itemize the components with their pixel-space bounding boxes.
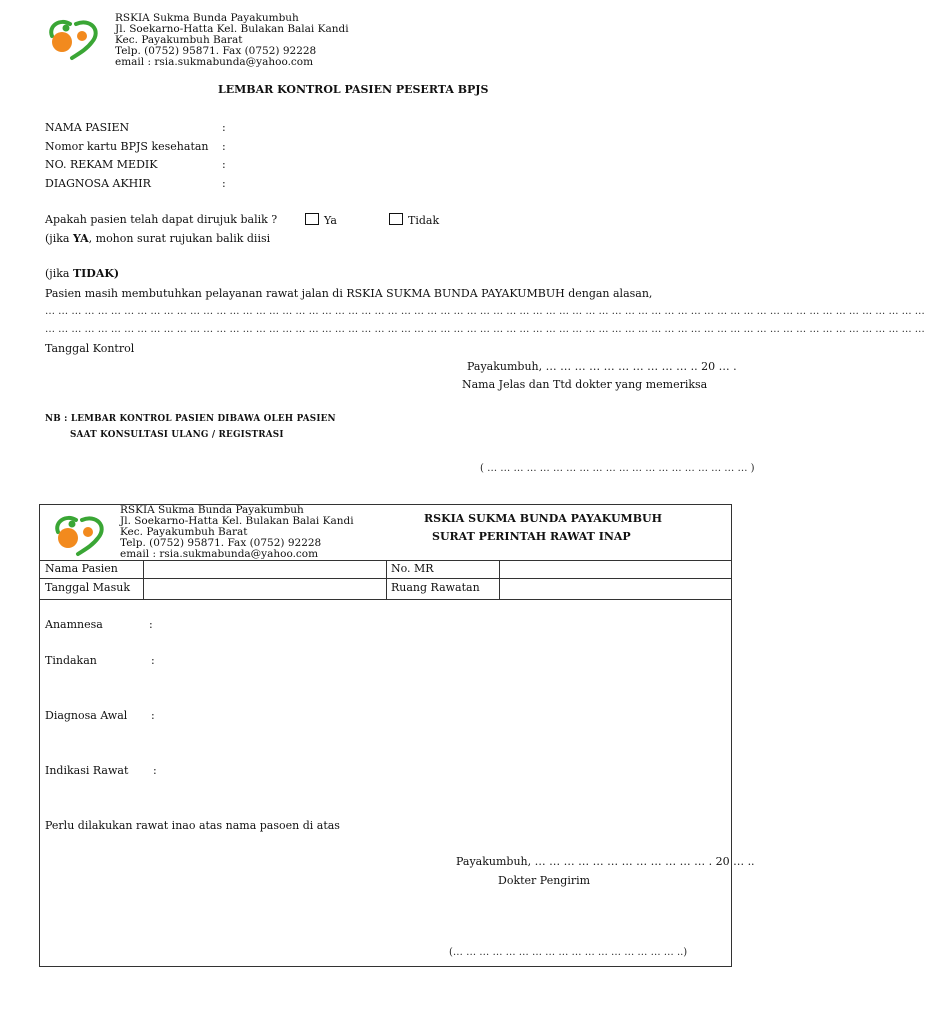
checkbox-no[interactable] [389,213,403,225]
note-yes [45,232,270,245]
dotted-line: … … … … … … … … … … … … … … … … … … … … … … … … … … … … … … … … … … … … … … … … … … … … … … … … … … … … … … … … … … … … … … … … … … … [45,324,925,335]
field-label-indikasi-rawat: Indikasi Rawat [45,764,129,777]
hospital-logo [52,512,108,558]
cell-ruang-rawatan: Ruang Rawatan [391,581,480,594]
option-yes-label: Ya [324,214,337,227]
hospital-logo [46,16,102,62]
option-yes[interactable] [305,213,337,227]
field-sep: : [151,654,155,667]
header-line: Telp. (0752) 95871. Fax (0752) 92228 [120,537,322,549]
option-no-label: Tidak [408,214,440,227]
header-line: Jl. Soekarno-Hatta Kel. Bulakan Balai Kandi [115,23,349,35]
question-text: Apakah pasien telah dapat dirujuk balik ? [45,213,278,226]
cell-nama-pasien: Nama Pasien [45,562,118,575]
form2-title-hospital: RSKIA SUKMA BUNDA PAYAKUMBUH [424,512,663,525]
field-label-anamnesa: Anamnesa [45,618,103,631]
dotted-line: … … … … … … … … … … … … … … … … … … … … … … … … … … … … … … … … … … … … … … … … … … … … … … … … … … … … … … … … … … … … … … … … … … … [45,306,925,317]
table-rule [143,560,144,599]
header-line: Kec. Payakumbuh Barat [115,34,243,46]
field-label-diagnosa-akhir: DIAGNOSA AKHIR [45,177,151,190]
table-rule [499,560,500,599]
header-line: Jl. Soekarno-Hatta Kel. Bulakan Balai Kandi [120,515,354,527]
checkbox-yes[interactable] [305,213,319,225]
signature-dots: ( … … … … … … … … … … … … … … … … … … … … ) [480,463,755,474]
form2-title-document: SURAT PERINTAH RAWAT INAP [432,530,631,543]
sign-note: Nama Jelas dan Ttd dokter yang memeriksa [462,378,708,391]
place-date: Payakumbuh, … … … … … … … … … … … … . 20 … .. [456,855,755,868]
field-label-diagnosa-awal: Diagnosa Awal [45,709,128,722]
note-no-pre: (jika [45,267,73,280]
note-no-bold: TIDAK) [72,267,120,280]
field-label-nama-pasien: NAMA PASIEN [45,121,130,134]
header-line: Telp. (0752) 95871. Fax (0752) 92228 [115,45,317,57]
field-label-rekam-medik: NO. REKAM MEDIK [45,158,158,171]
sender-label: Dokter Pengirim [498,874,591,887]
field-sep: : [222,158,226,171]
statement-text: Perlu dilakukan rawat inao atas nama pasoen di atas [45,819,340,832]
header-line: email : rsia.sukmabunda@yahoo.com [115,56,314,68]
cell-no-mr: No. MR [391,562,434,575]
header-line: RSKIA Sukma Bunda Payakumbuh [120,504,304,516]
tanggal-kontrol-label: Tanggal Kontrol [45,342,135,355]
note-yes-post: , mohon surat rujukan balik diisi [88,232,271,245]
field-sep: : [222,177,226,190]
nb-line-1: NB : LEMBAR KONTROL PASIEN DIBAWA OLEH PASIEN [45,414,336,424]
note-yes-pre: (jika [45,232,73,245]
field-sep: : [222,121,226,134]
note-no [45,267,119,280]
header-line: email : rsia.sukmabunda@yahoo.com [120,548,319,560]
header-line: RSKIA Sukma Bunda Payakumbuh [115,12,299,24]
field-sep: : [153,764,157,777]
place-date: Payakumbuh, … … … … … … … … … … .. 20 … . [467,360,737,373]
header-line: Kec. Payakumbuh Barat [120,526,248,538]
field-sep: : [149,618,153,631]
form-title: LEMBAR KONTROL PASIEN PESERTA BPJS [218,83,489,96]
field-label-tindakan: Tindakan [45,654,97,667]
table-rule [39,599,731,600]
cell-tanggal-masuk: Tanggal Masuk [45,581,130,594]
nb-line-2: SAAT KONSULTASI ULANG / REGISTRASI [70,430,284,440]
table-rule [386,560,387,599]
signature-dots: (… … … … … … … … … … … … … … … … … ..) [449,947,688,958]
field-sep: : [222,140,226,153]
reason-text: Pasien masih membutuhkan pelayanan rawat jalan di RSKIA SUKMA BUNDA PAYAKUMBUH dengan alasan, [45,287,653,300]
field-sep: : [151,709,155,722]
option-no[interactable] [389,213,439,227]
note-yes-bold: YA [72,232,89,245]
field-label-nomor-kartu: Nomor kartu BPJS kesehatan [45,140,209,153]
